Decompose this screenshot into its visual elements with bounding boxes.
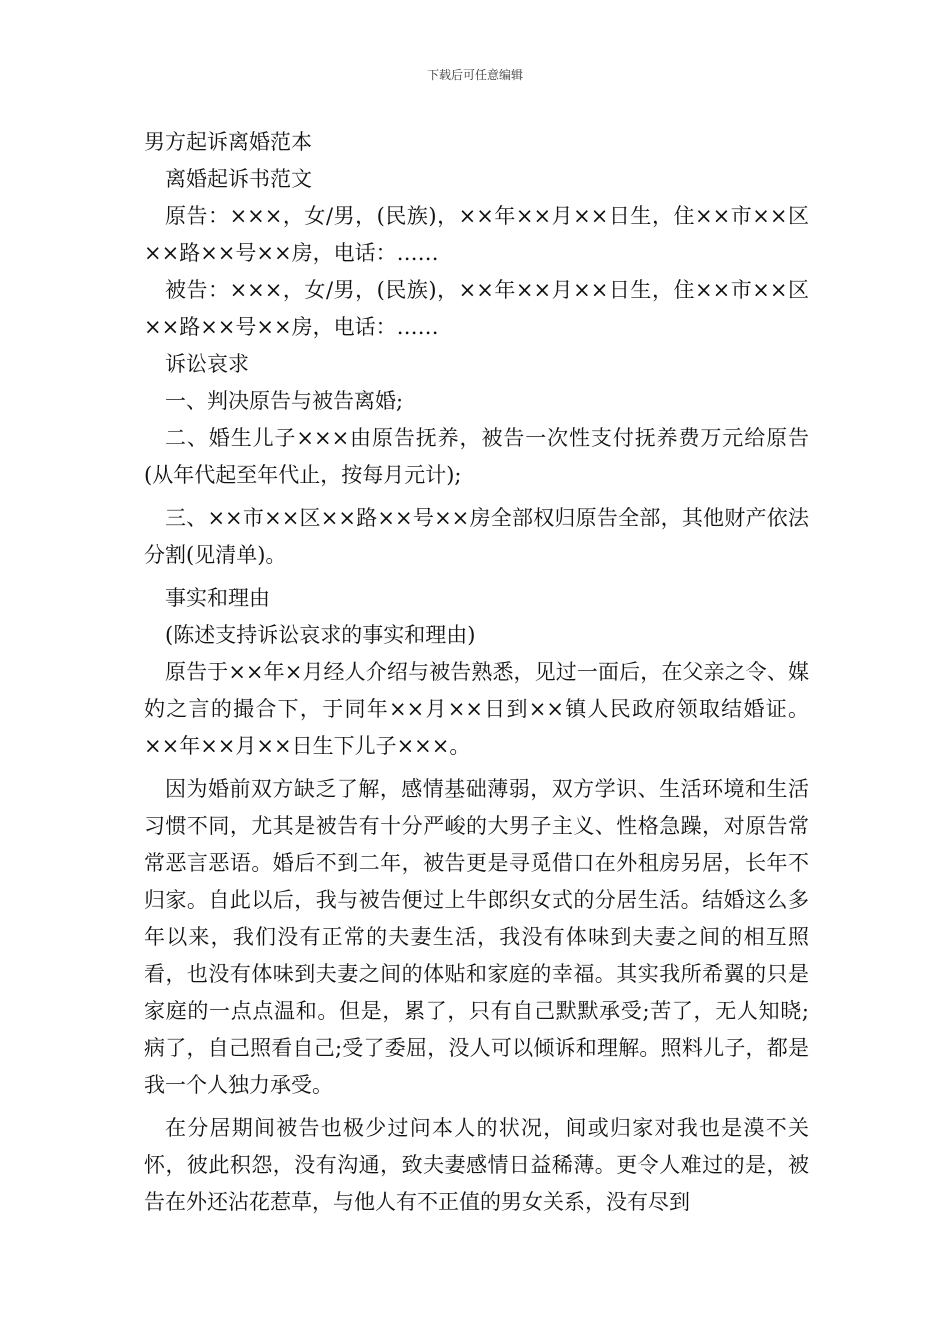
document-title: 男方起诉离婚范本	[144, 130, 312, 154]
claim-item: 一、判决原告与被告离婚;	[165, 389, 404, 413]
document-subtitle: 离婚起诉书范文	[165, 167, 312, 191]
facts-note: (陈述支持诉讼哀求的事实和理由)	[165, 623, 476, 647]
claims-heading: 诉讼哀求	[165, 352, 249, 376]
page-header-note: 下载后可任意编辑	[426, 68, 523, 82]
body-paragraph: 原告于××年×月经人介绍与被告熟悉，见过一面后，在父亲之令、媒妁之言的撮合下，于同年××月××日到××镇人民政府领取结婚证。××年××月××日生下儿子×××。	[144, 660, 809, 758]
defendant-info: 被告：×××，女/男，(民族)，××年××月××日生，住××市××区××路××号××房，电话：……	[144, 278, 809, 339]
facts-heading: 事实和理由	[165, 586, 270, 610]
document-body	[144, 124, 809, 1221]
plaintiff-info: 原告：×××，女/男，(民族)，××年××月××日生，住××市××区××路××号××房，电话：……	[144, 204, 809, 265]
claim-item: 二、婚生儿子×××由原告抚养，被告一次性支付抚养费万元给原告(从年代起至年代止，按每月元计);	[144, 426, 809, 487]
body-paragraph: 在分居期间被告也极少过问本人的状况，间或归家对我也是漠不关怀，彼此积怨，没有沟通，致夫妻感情日益稀薄。更令人难过的是，被告在外还沾花惹草，与他人有不正值的男女关系，没有尽到	[144, 1116, 809, 1214]
body-paragraph: 因为婚前双方缺乏了解，感情基础薄弱，双方学识、生活环境和生活习惯不同，尤其是被告有十分严峻的大男子主义、性格急躁，对原告常常恶言恶语。婚后不到二年，被告更是寻觅借口在外租房另居，长年不归家。自此以后，我与被告便过上牛郎织女式的分居生活。结婚这么多年以来，我们没有正常的夫妻生活，我没有体味到夫妻之间的相互照看，也没有体味到夫妻之间的体贴和家庭的幸福。其实我所希翼的只是家庭的一点点温和。但是，累了，只有自己默默承受;苦了，无人知晓;病了，自己照看自己;受了委屈，没人可以倾诉和理解。照料儿子，都是我一个人独力承受。	[144, 777, 809, 1097]
claim-item: 三、××市××区××路××号××房全部权归原告全部，其他财产依法分割(见清单)。	[144, 506, 809, 567]
